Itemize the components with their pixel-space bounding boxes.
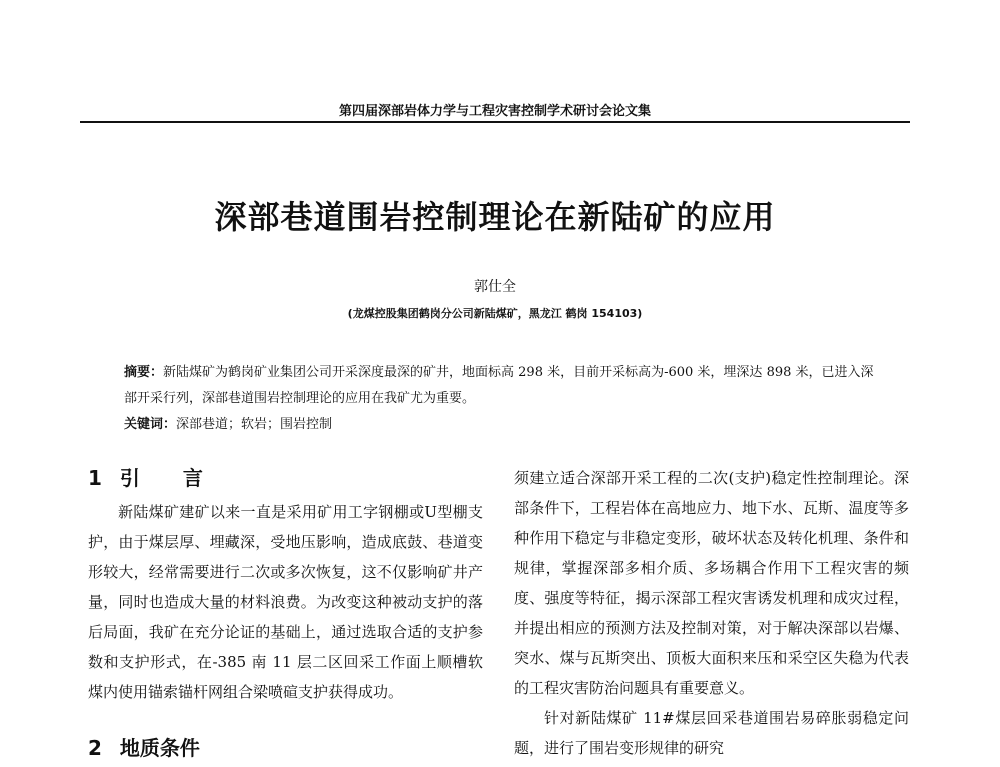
header-rule [80,121,910,123]
abstract-body: 新陆煤矿为鹤岗矿业集团公司开采深度最深的矿井，地面标高 298 米，目前开采标高为-600 米，埋深达 898 米，已进入深部开采行列，深部巷道围岩控制理论的应用在我矿尤为重要。 [124,365,874,406]
introduction-paragraph: 新陆煤矿建矿以来一直是采用矿用工字钢棚或U型棚支护，由于煤层厚、埋藏深，受地压影响，造成底鼓、巷道变形较大，经常需要进行二次或多次恢复，这不仅影响矿井产量，同时也造成大量的材料浪费。为改变这种被动支护的落后局面，我矿在充分论证的基础上，通过选取合适的支护参数和支护形式，在-385 南 11 层二区回采工作面上顺槽软煤内使用锚索锚杆网组合梁喷碹支护获得成功。 [88,503,483,701]
keywords-line [124,412,884,438]
right-column [514,463,909,763]
abstract-label: 摘要： [124,365,164,380]
abstract-text [124,360,884,412]
running-header: 第四届深部岩体力学与工程灾害控制学术研讨会论文集 [338,104,651,119]
right-column-paragraph-2: 针对新陆煤矿 11#煤层回采巷道围岩易碎胀弱稳定问题，进行了围岩变形规律的研究 [514,709,909,757]
left-column [88,463,483,767]
paper-title: 深部巷道围岩控制理论在新陆矿的应用 [214,198,776,236]
author-name: 郭仕全 [474,279,516,295]
section-number: 2 [88,736,102,760]
section-heading-introduction [88,463,483,497]
keywords-list: 深部巷道；软岩；围岩控制 [176,417,333,432]
section-heading-geology [88,733,483,767]
abstract-block [124,360,884,438]
section-number: 1 [88,466,102,490]
author-affiliation: (龙煤控股集团鹤岗分公司新陆煤矿，黑龙江 鹤岗 154103) [347,307,643,320]
keywords-label: 关键词： [124,417,177,432]
section-title: 引 言 [119,466,221,490]
section-title: 地质条件 [119,736,200,760]
right-column-paragraph: 须建立适合深部开采工程的二次(支护)稳定性控制理论。深部条件下，工程岩体在高地应力、地下水、瓦斯、温度等多种作用下稳定与非稳定变形，破坏状态及转化机理、条件和规律，掌握深部多相介质、多场耦合作用下工程灾害的频度、强度等特征，揭示深部工程灾害诱发机理和成灾过程，并提出相应的预测方法及控制对策，对于解决深部以岩爆、突水、煤与瓦斯突出、顶板大面积来压和采空区失稳为代表的工程灾害防治问题具有重要意义。 [514,469,909,697]
